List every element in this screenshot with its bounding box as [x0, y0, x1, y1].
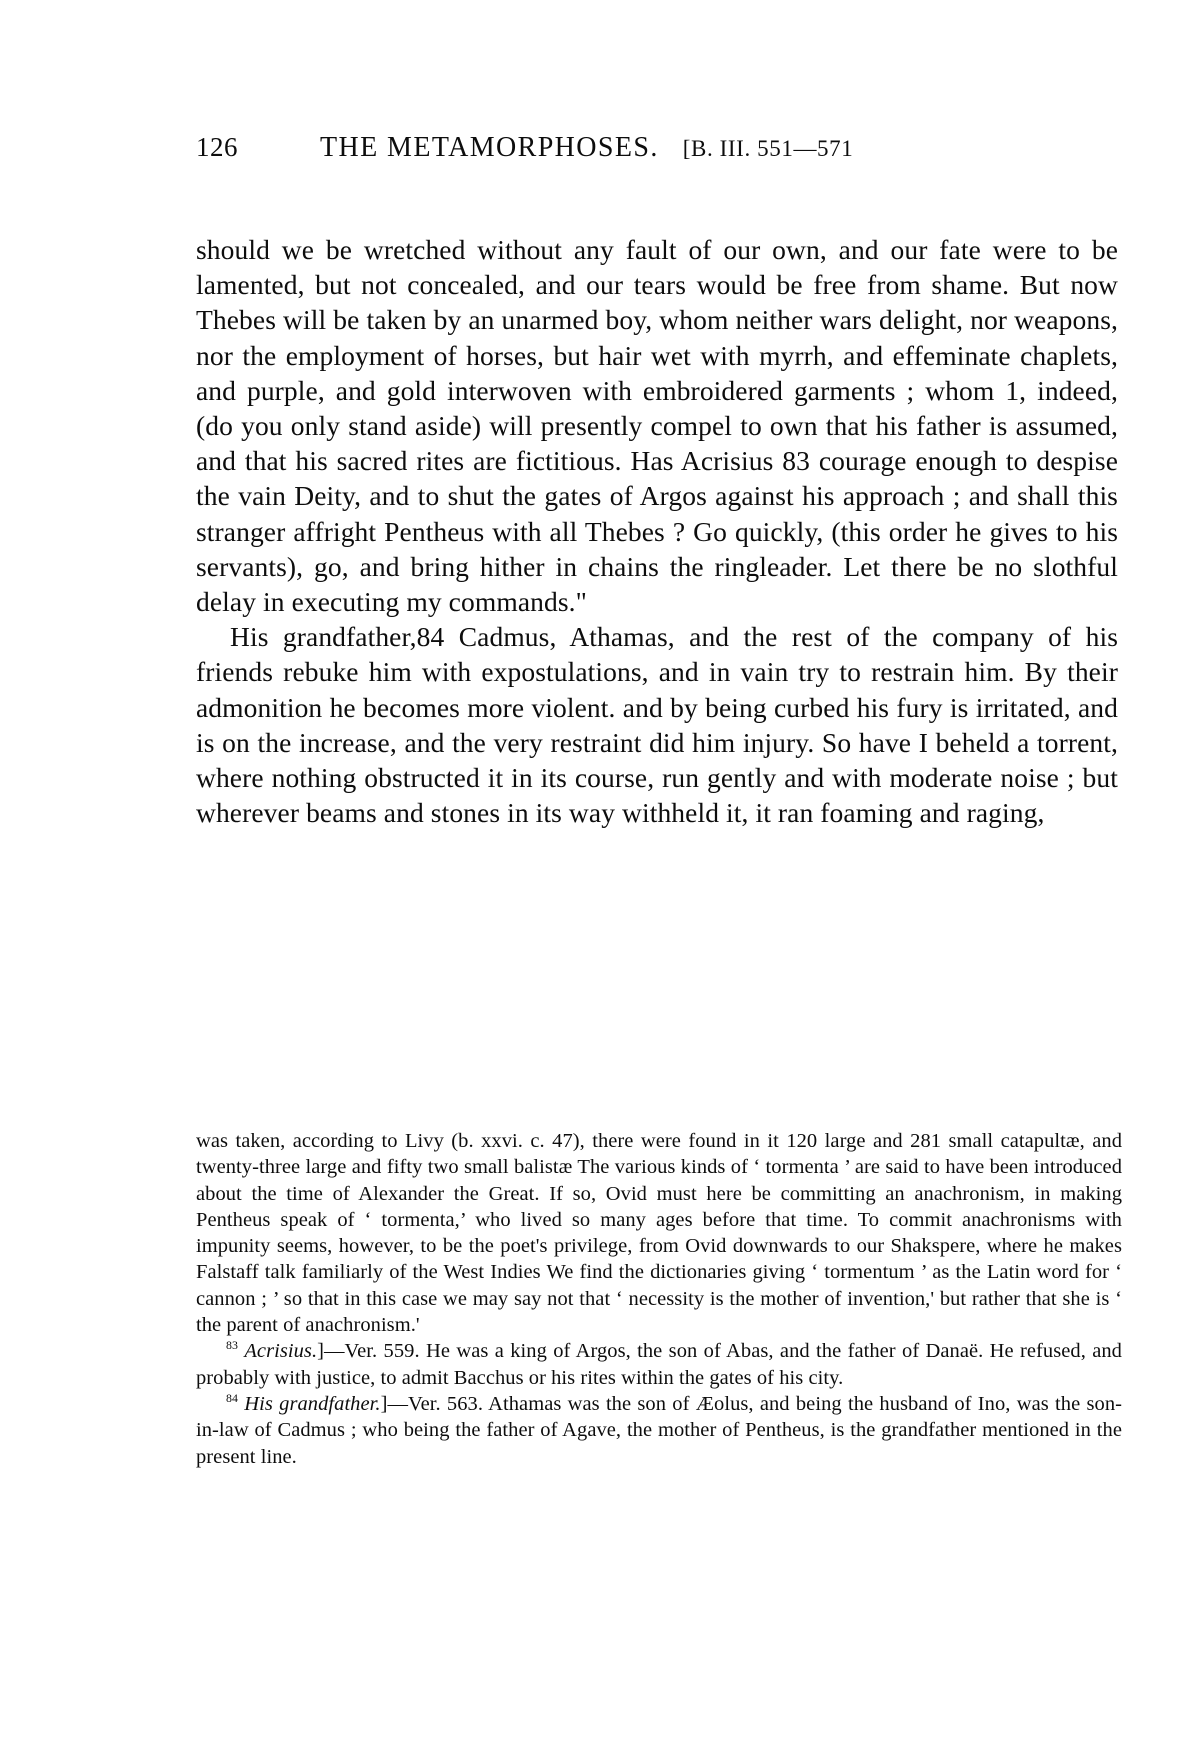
page-number: 126 [196, 132, 238, 162]
main-text-column [196, 232, 1118, 830]
book-line-reference: [B. III. 551—571 [682, 136, 854, 161]
body-paragraph-2-text: His grandfather,84 Cadmus, Athamas, and the rest of the company of his friends rebuke him with expostulations, and in vain try to restrain him. By their admonition he becomes more violent. and by being curbed his fury is irritated, and is on the increase, and the very restraint did him injury. So have I beheld a torrent, where nothing obstructed it in its course, run gently and with moderate noise ; but wherever beams and stones in its way withheld it, it ran foaming and raging, [196, 621, 1118, 829]
footnote-84-marker: 84 [226, 1391, 238, 1406]
body-paragraph-1-text: should we be wretched without any fault of our own, and our fate were to be lamented, but not concealed, and our tears would be free from shame. But now Thebes will be taken by an unarmed boy, whom neither wars delight, nor weapons, nor the employment of horses, but hair wet with myrrh, and effeminate chaplets, and purple, and gold interwoven with embroidered garments ; whom 1, indeed, (do you only stand aside) will presently compel to own that his father is assumed, and that his sacred rites are fictitious. Has Acrisius 83 courage enough to despise the vain Deity, and to shut the gates of Argos against his approach ; and shall this stranger affright Pentheus with all Thebes ? Go quickly, (this order he gives to his servants), go, and bring hither in chains the ringleader. Let there be no slothful delay in executing my commands." [196, 234, 1118, 618]
footnote-continued-text: was taken, according to Livy (b. xxvi. c. 47), there were found in it 120 large and 281 small catapultæ, and twenty-three large and fifty two small balistæ The various kinds of ‘ tormenta ’ are said to have been introduced about the time of Alexander the Great. If so, Ovid must here be committing an anachronism, in making Pentheus speak of ‘ tormenta,’ who lived so many ages before that time. To commit anachronisms with impunity seems, however, to be the poet's privilege, from Ovid downwards to our Shakspere, where he makes Falstaff talk familiarly of the West Indies We find the dictionaries giving ‘ tormentum ’ as the Latin word for ‘ cannon ; ’ so that in this case we may say not that ‘ necessity is the mother of invention,' but rather that she is ‘ the parent of anachronism.' [196, 1130, 1122, 1337]
footnote-83 [196, 1338, 1122, 1391]
footnote-83-lemma: Acrisius. [244, 1340, 318, 1363]
body-paragraph-1 [196, 232, 1118, 619]
footnote-84 [196, 1391, 1122, 1470]
footnote-84-text: ]—Ver. 563. Athamas was the son of Æolus, and being the husband of Ino, was the son-in-law of Cadmus ; who being the father of Agave, the mother of Pentheus, is the grandfather mentioned in the present line. [196, 1392, 1123, 1468]
footnote-83-marker: 83 [226, 1338, 238, 1353]
running-head [196, 132, 1116, 164]
body-paragraph-2 [196, 619, 1118, 830]
footnote-block [196, 1128, 1122, 1470]
footnote-continued [196, 1128, 1122, 1338]
footnote-83-text: ]—Ver. 559. He was a king of Argos, the son of Abas, and the father of Danaë. He refused, and probably with justice, to admit Bacchus or his rites within the gates of his city. [196, 1340, 1122, 1389]
footnote-84-lemma: His grandfather. [244, 1392, 381, 1415]
page-title: THE METAMORPHOSES. [320, 132, 659, 163]
